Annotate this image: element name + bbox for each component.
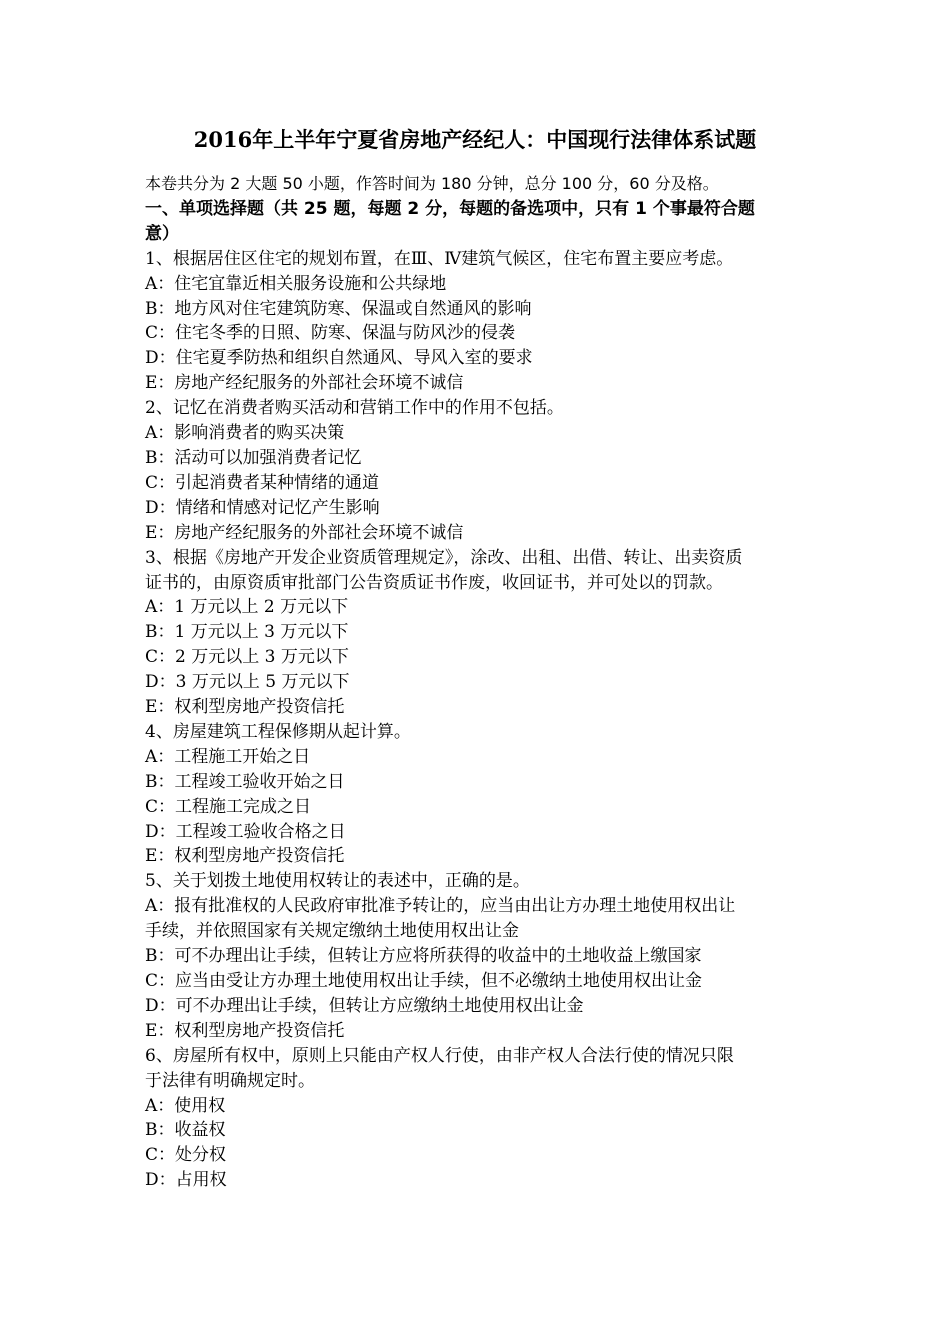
answer-option: D：3 万元以上 5 万元以下	[145, 672, 350, 693]
answer-option: D：占用权	[145, 1170, 227, 1191]
answer-option: B：收益权	[145, 1120, 226, 1141]
question-stem: 4、房屋建筑工程保修期从起计算。	[145, 721, 411, 742]
answer-option: E：权利型房地产投资信托	[145, 846, 345, 867]
answer-option: C：2 万元以上 3 万元以下	[145, 647, 349, 668]
document-title: 2016年上半年宁夏省房地产经纪人：中国现行法律体系试题	[193, 127, 757, 152]
answer-option: D：情绪和情感对记忆产生影响	[145, 497, 380, 518]
answer-option: D：可不办理出让手续，但转让方应缴纳土地使用权出让金	[145, 995, 584, 1016]
answer-option: A：使用权	[145, 1095, 226, 1116]
answer-option: A：住宅宜靠近相关服务设施和公共绿地	[145, 273, 447, 294]
answer-option: B：可不办理出让手续，但转让方应将所获得的收益中的土地收益上缴国家	[145, 946, 702, 967]
question-stem: 3、根据《房地产开发企业资质管理规定》，涂改、出租、出借、转让、出卖资质	[145, 547, 743, 568]
question-stem: 1、根据居住区住宅的规划布置，在Ⅲ、Ⅳ建筑气候区，住宅布置主要应考虑。	[145, 248, 734, 269]
answer-option: 手续，并依照国家有关规定缴纳土地使用权出让金	[145, 921, 519, 942]
answer-option: A：报有批准权的人民政府审批准予转让的，应当由出让方办理土地使用权出让	[145, 896, 736, 917]
answer-option: A：影响消费者的购买决策	[145, 423, 345, 444]
answer-option: B：工程竣工验收开始之日	[145, 771, 345, 792]
question-list	[145, 247, 825, 1193]
question-item	[145, 869, 825, 1043]
answer-option: C：住宅冬季的日照、防寒、保温与防风沙的侵袭	[145, 323, 516, 344]
answer-option: E：房地产经纪服务的外部社会环境不诚信	[145, 373, 464, 394]
answer-option: A：1 万元以上 2 万元以下	[145, 597, 349, 618]
answer-option: B：活动可以加强消费者记忆	[145, 447, 362, 468]
answer-option: E：权利型房地产投资信托	[145, 1020, 345, 1041]
answer-option: A：工程施工开始之日	[145, 746, 311, 767]
answer-option: B：地方风对住宅建筑防寒、保温或自然通风的影响	[145, 298, 532, 319]
question-item	[145, 546, 825, 720]
exam-intro: 本卷共分为 2 大题 50 小题，作答时间为 180 分钟，总分 100 分，60 分及格。	[145, 174, 719, 193]
section-heading: 一、单项选择题（共 25 题，每题 2 分，每题的备选项中，只有 1 个事最符合题	[145, 198, 755, 219]
answer-option: C：引起消费者某种情绪的通道	[145, 472, 380, 493]
question-stem: 证书的，由原资质审批部门公告资质证书作废，收回证书，并可处以的罚款。	[145, 572, 723, 593]
answer-option: E：权利型房地产投资信托	[145, 697, 345, 718]
question-item	[145, 396, 825, 545]
question-stem: 2、记忆在消费者购买活动和营销工作中的作用不包括。	[145, 398, 564, 419]
question-item	[145, 247, 825, 396]
answer-option: C：处分权	[145, 1145, 227, 1166]
answer-option: B：1 万元以上 3 万元以下	[145, 622, 349, 643]
document-body	[145, 172, 825, 1193]
answer-option: C：应当由受让方办理土地使用权出让手续，但不必缴纳土地使用权出让金	[145, 971, 703, 991]
question-stem: 6、房屋所有权中，原则上只能由产权人行使，由非产权人合法行使的情况只限	[145, 1045, 734, 1066]
question-stem: 5、关于划拨土地使用权转让的表述中，正确的是。	[145, 871, 530, 892]
answer-option: D：住宅夏季防热和组织自然通风、导风入室的要求	[145, 348, 533, 369]
question-item	[145, 720, 825, 869]
section-heading-continued: 意）	[145, 223, 179, 244]
question-item	[145, 1044, 825, 1193]
answer-option: D：工程竣工验收合格之日	[145, 821, 346, 842]
answer-option: C：工程施工完成之日	[145, 796, 312, 817]
question-stem: 于法律有明确规定时。	[145, 1070, 315, 1091]
answer-option: E：房地产经纪服务的外部社会环境不诚信	[145, 522, 464, 543]
